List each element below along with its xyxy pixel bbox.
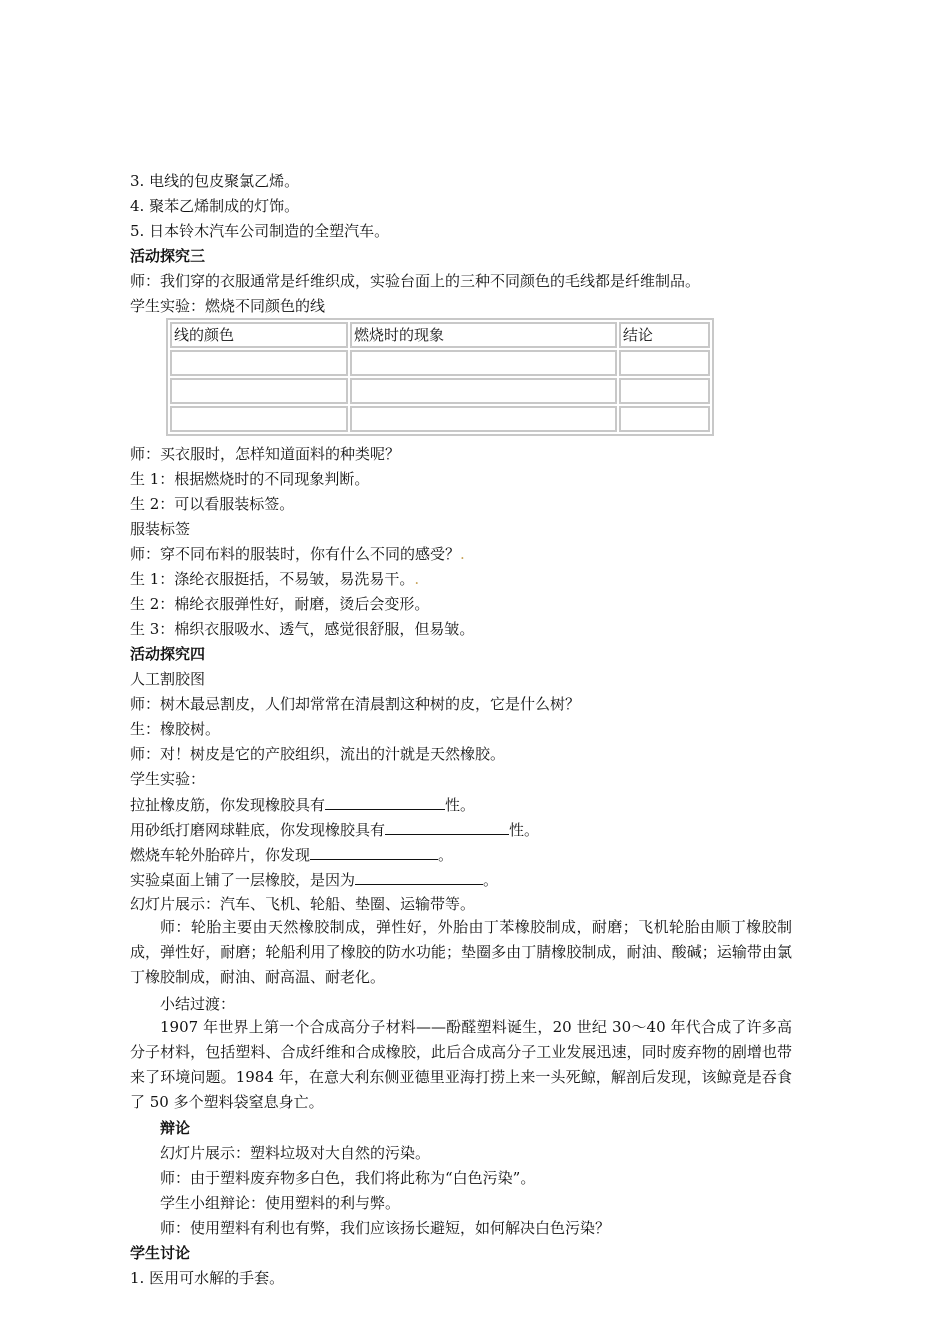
section-heading: 辩论 [160,1119,191,1137]
text-line: 幻灯片展示：汽车、飞机、轮船、垫圈、运输带等。 [130,895,476,913]
answer-blank [310,843,438,860]
text-line: 师：买衣服时，怎样知道面料的种类呢？ [130,445,401,463]
fill-blank-line [130,818,539,841]
section-heading: 活动探究四 [130,645,206,663]
blank-prompt: 实验桌面上铺了一层橡胶，是因为 [130,871,356,889]
table-header-cell: 燃烧时的现象 [350,322,617,348]
table-cell [350,378,617,404]
table-row [170,350,710,376]
text-line: 学生小组辩论：使用塑料的利与弊。 [160,1194,401,1212]
table-cell [619,406,710,432]
text-line: 生 3：棉织衣服吸水、透气，感觉很舒服，但易皱。 [130,620,475,638]
table-cell [170,406,348,432]
section-heading: 学生讨论 [130,1244,191,1262]
blank-prompt: 拉扯橡皮筋，你发现橡胶具有 [130,796,326,814]
paragraph-tire: 师：轮胎主要由天然橡胶制成，弹性好，外胎由丁苯橡胶制成，耐磨；飞机轮胎由顺丁橡胶制成，弹性好，耐磨；轮船利用了橡胶的防水功能；垫圈多由丁腈橡胶制成，耐油、酸碱；运输带由氯丁橡胶制成，耐油、耐高温、耐老化。 [130,918,792,986]
table-cell [170,350,348,376]
experiment-table [166,318,714,436]
text-line: 5. 日本铃木汽车公司制造的全塑汽车。 [130,222,390,240]
paragraph-history: 1907 年世界上第一个合成高分子材料——酚醛塑料诞生，20 世纪 30～40 年代合成了许多高分子材料，包括塑料、合成纤维和合成橡胶，此后合成高分子工业发展迅速，同时废弃物的剧增也带来了环境问题。1984 年，在意大利东侧亚德里亚海打捞上来一头死鲸，解剖后发现，该鲸竟是吞食了 50 多个塑料袋窒息身亡。 [130,1018,792,1111]
text-line: 学生实验： [130,770,206,788]
table-cell [350,350,617,376]
table-row [170,406,710,432]
text-line: 师：由于塑料废弃物多白色，我们将此称为“白色污染”。 [160,1169,536,1187]
text-line: 服装标签 [130,520,191,538]
text-line: 4. 聚苯乙烯制成的灯饰。 [130,197,300,215]
text-span: 师：穿不同布料的服装时，你有什么不同的感受？ [130,545,461,563]
blank-suffix: 。 [483,871,499,889]
text-line: 3. 电线的包皮聚氯乙烯。 [130,172,300,190]
blank-suffix: 性。 [445,796,476,814]
table-cell [350,406,617,432]
text-line: 生：橡胶树。 [130,720,221,738]
fill-blank-line [130,793,475,816]
answer-blank [325,793,445,810]
table-cell [619,378,710,404]
table-cell [170,378,348,404]
text-line: 学生实验：燃烧不同颜色的线 [130,297,326,315]
text-line: 人工割胶图 [130,670,206,688]
blank-suffix: 性。 [509,821,540,839]
text-line [130,568,419,590]
fill-blank-line [130,843,453,866]
answer-blank [355,868,483,885]
mark-dot: . [414,570,420,588]
table-cell [619,350,710,376]
fill-blank-line [130,868,498,891]
text-line [130,543,465,565]
table-header-cell: 线的颜色 [170,322,348,348]
text-line: 生 2：可以看服装标签。 [130,495,295,513]
blank-prompt: 燃烧车轮外胎碎片，你发现 [130,846,311,864]
answer-blank [385,818,509,835]
text-line: 生 1：根据燃烧时的不同现象判断。 [130,470,370,488]
blank-suffix: 。 [438,846,454,864]
text-line: 师：使用塑料有利也有弊，我们应该扬长避短，如何解决白色污染？ [160,1219,611,1237]
text-line: 师：我们穿的衣服通常是纤维织成，实验台面上的三种不同颜色的毛线都是纤维制品。 [130,272,701,290]
text-line: 幻灯片展示：塑料垃圾对大自然的污染。 [160,1144,431,1162]
table-header-row [170,322,710,348]
text-line: 师：树木最忌割皮，人们却常常在清晨割这种树的皮，它是什么树？ [130,695,581,713]
section-heading: 活动探究三 [130,247,206,265]
text-line: 师：对！树皮是它的产胶组织，流出的汁就是天然橡胶。 [130,745,506,763]
table-header-cell: 结论 [619,322,710,348]
mark-dot: . [460,545,465,563]
text-span: 生 1：涤纶衣服挺括，不易皱，易洗易干。 [130,570,415,588]
blank-prompt: 用砂纸打磨网球鞋底，你发现橡胶具有 [130,821,386,839]
text-line: 小结过渡： [160,995,236,1013]
text-line: 生 2：棉纶衣服弹性好，耐磨，烫后会变形。 [130,595,430,613]
text-line: 1. 医用可水解的手套。 [130,1269,285,1287]
table-row [170,378,710,404]
